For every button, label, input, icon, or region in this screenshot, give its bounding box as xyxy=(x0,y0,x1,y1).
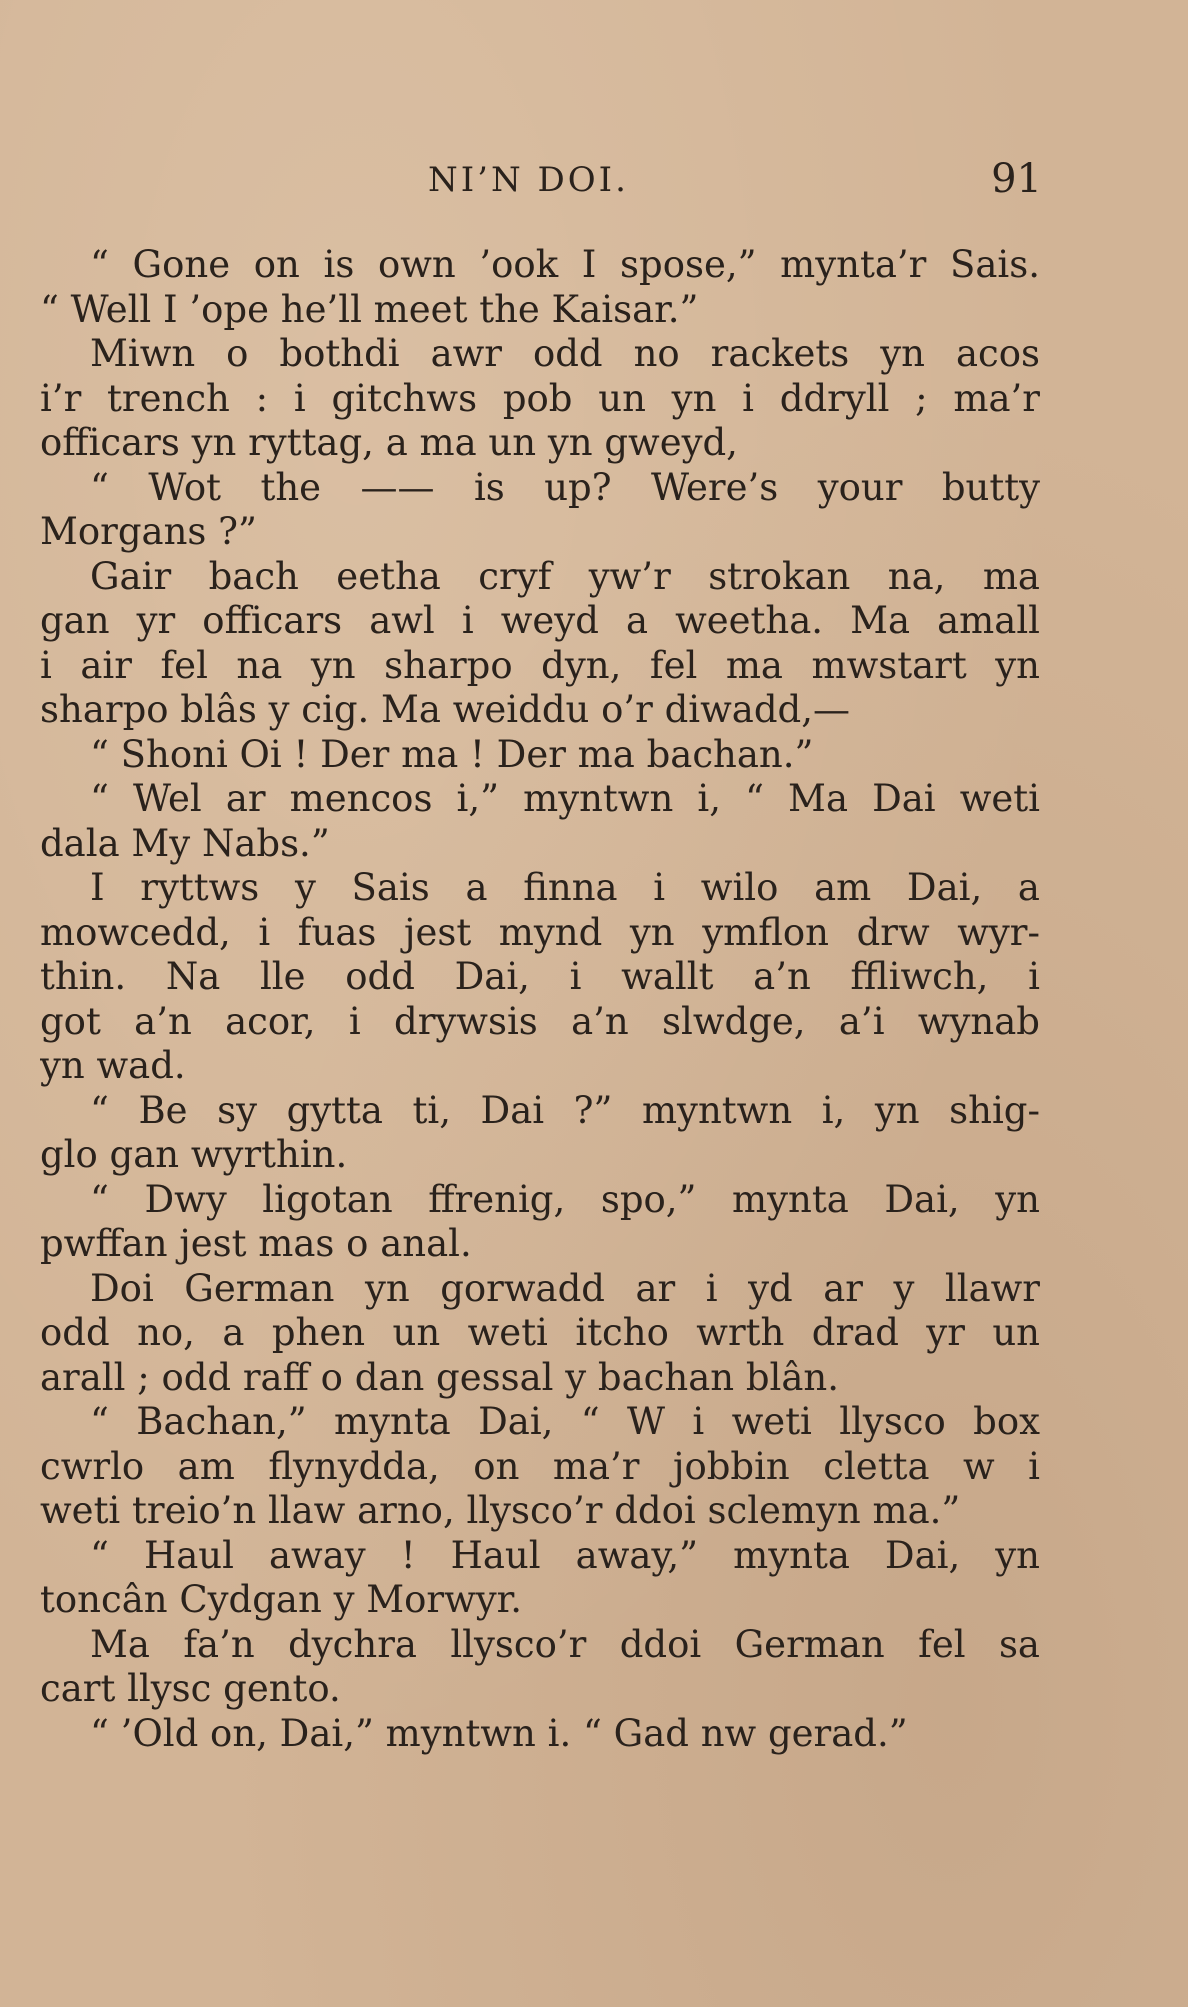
paragraph xyxy=(40,733,1040,778)
paragraph xyxy=(40,555,1040,733)
paragraph xyxy=(40,1534,1040,1623)
text-line: “ Bachan,” mynta Dai, “ W i weti llysco box xyxy=(90,1400,1040,1443)
paragraph xyxy=(40,466,1040,555)
paragraph xyxy=(40,1712,1040,1757)
text-line: Morgans ?” xyxy=(40,510,257,553)
text-line: “ Well I ’ope he’ll meet the Kaisar.” xyxy=(40,287,699,331)
text-line: got a’n acor, i drywsis a’n slwdge, a’i wynab xyxy=(40,999,1040,1043)
text-line: “ Dwy ligotan ffrenig, spo,” mynta Dai, yn xyxy=(90,1177,1040,1221)
paragraph xyxy=(40,1623,1040,1712)
text-line: mowcedd, i fuas jest mynd yn ymflon drw wyr- xyxy=(40,910,1040,954)
page-header xyxy=(40,156,1042,210)
text-line: dala My Nabs.” xyxy=(40,821,330,865)
text-line: “ Shoni Oi ! Der ma ! Der ma bachan.” xyxy=(90,732,814,776)
text-line: gan yr officars awl i weyd a weetha. Ma amall xyxy=(40,599,1040,642)
paragraph xyxy=(40,243,1040,332)
text-line: “ Wel ar mencos i,” myntwn i, “ Ma Dai weti xyxy=(90,777,1040,820)
text-line: i’r trench : i gitchws pob un yn i ddryll ; ma’r xyxy=(40,376,1040,420)
text-line: Miwn o bothdi awr odd no rackets yn acos xyxy=(90,332,1040,375)
running-head: NI’N DOI. xyxy=(428,160,629,200)
text-line: thin. Na lle odd Dai, i wallt a’n ffliwch, i xyxy=(40,955,1040,998)
paragraph xyxy=(40,1267,1040,1401)
text-line: sharpo blâs y cig. Ma weiddu o’r diwadd,— xyxy=(40,688,850,731)
text-line: “ Be sy gytta ti, Dai ?” myntwn i, yn shig- xyxy=(90,1088,1040,1132)
text-line: “ Gone on is own ’ook I spose,” mynta’r Sais. xyxy=(90,243,1040,286)
paragraph xyxy=(40,1400,1040,1534)
body-text xyxy=(40,243,1040,1756)
page-number: 91 xyxy=(991,156,1042,202)
text-line: yn wad. xyxy=(40,1044,186,1087)
text-line: “ ’Old on, Dai,” myntwn i. “ Gad nw gerad.” xyxy=(90,1711,908,1755)
text-line: odd no, a phen un weti itcho wrth drad yr un xyxy=(40,1311,1040,1354)
text-line: officars yn ryttag, a ma un yn gweyd, xyxy=(40,421,738,464)
text-line: toncân Cydgan y Morwyr. xyxy=(40,1578,523,1621)
text-line: cart llysc gento. xyxy=(40,1667,341,1710)
text-line: “ Haul away ! Haul away,” mynta Dai, yn xyxy=(90,1533,1040,1577)
paragraph xyxy=(40,777,1040,866)
text-line: Doi German yn gorwadd ar i yd ar y llawr xyxy=(90,1266,1040,1310)
text-line: I ryttws y Sais a finna i wilo am Dai, a xyxy=(90,866,1040,909)
paragraph xyxy=(40,866,1040,1089)
paragraph xyxy=(40,1178,1040,1267)
text-line: weti treio’n llaw arno, llysco’r ddoi sclemyn ma.” xyxy=(40,1489,961,1532)
text-line: arall ; odd raff o dan gessal y bachan blân. xyxy=(40,1355,840,1399)
text-line: Ma fa’n dychra llysco’r ddoi German fel sa xyxy=(90,1622,1040,1666)
paragraph xyxy=(40,1089,1040,1178)
text-line: “ Wot the —— is up? Were’s your butty xyxy=(90,465,1040,509)
text-line: glo gan wyrthin. xyxy=(40,1133,348,1176)
text-line: pwffan jest mas o anal. xyxy=(40,1222,472,1265)
text-line: cwrlo am flynydda, on ma’r jobbin cletta w i xyxy=(40,1444,1040,1488)
paragraph xyxy=(40,332,1040,466)
text-line: Gair bach eetha cryf yw’r strokan na, ma xyxy=(90,554,1040,598)
text-line: i air fel na yn sharpo dyn, fel ma mwstart yn xyxy=(40,643,1040,687)
